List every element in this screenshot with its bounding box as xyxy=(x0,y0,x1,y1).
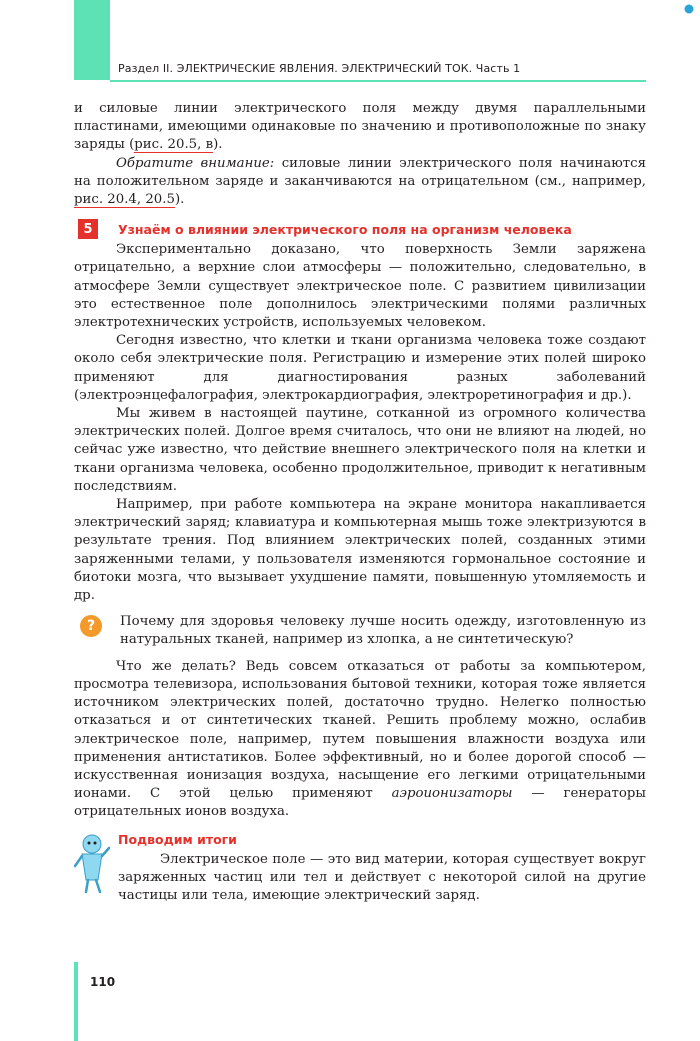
body-paragraph: Что же делать? Ведь совсем отказаться от работы за компьютером, просмотра телевизора, использования бытовой техники, которая тоже является источником электрических полей, достаточно трудно. Нелегко полностью отказаться и от синтетических тканей. Решить проблему можно, ослабив электрическое поле, например, путем повышения влажности воздуха или применения антистатиков. Более эффективный, но и более дорогой способ — искусственная ионизация воздуха, насыщение его легкими отрицательными ионами. С этой целью применяют аэроионизаторы — генераторы отрицательных ионов воздуха. xyxy=(74,658,646,820)
intro-paragraph-1: и силовые линии электрического поля между двумя параллельными пластинами, имеющими одинаковые по значению и противоположные по знаку заряды (рис. 20.5, в). xyxy=(74,101,646,153)
page-body xyxy=(74,100,646,905)
body-paragraph: Экспериментально доказано, что поверхность Земли заряжена отрицательно, а верхние слои атмосферы — положительно, следовательно, в атмосфере Земли существует электрическое поле. С развитием цивилизации это естественное поле дополнилось электрическими полями различных электротехнических устройств, используемых человеком. xyxy=(74,242,646,331)
header-divider xyxy=(110,80,646,82)
question-icon: ? xyxy=(80,615,102,637)
section-heading xyxy=(74,219,646,239)
body-paragraph: Сегодня известно, что клетки и ткани организма человека тоже создают около себя электрические поля. Регистрацию и измерение этих полей широко применяют для диагностирования разных заболеваний (электроэнцефалография, электрокардиография, электроретинография и др.). xyxy=(74,333,646,403)
mascot-icon xyxy=(74,832,110,894)
running-header: Раздел II. ЭЛЕКТРИЧЕСКИЕ ЯВЛЕНИЯ. ЭЛЕКТРИЧЕСКИЙ ТОК. Часть 1 xyxy=(118,62,521,75)
summary-block xyxy=(74,832,646,906)
section-number-badge: 5 xyxy=(78,219,98,239)
header-accent-bar xyxy=(74,0,110,80)
body-paragraph: Мы живем в настоящей паутине, сотканной из огромного количества электрических полей. Долгое время считалось, что они не влияют на людей, но сейчас уже известно, что действие внешнего электрического поля на клетки и ткани организма человека, особенно продолжительное, приводит к негативным последствиям. xyxy=(74,406,646,494)
section-title: Узнаём о влиянии электрического поля на организм человека xyxy=(118,221,572,237)
intro-paragraph-2: Обратите внимание: силовые линии электрического поля начинаются на положительном заряде и заканчиваются на отрицательном (см., например, рис. 20.4, 20.5). xyxy=(74,155,646,208)
summary-title: Подводим итоги xyxy=(118,831,237,847)
figure-ref[interactable]: рис. 20.5, в xyxy=(134,137,214,153)
summary-text: Электрическое поле — это вид материи, которая существует вокруг заряженных частиц или тел и действует с некоторой силой на другие частицы или тела, имеющие электрический заряд. xyxy=(118,851,646,903)
figure-ref[interactable]: рис. 20.4, 20.5 xyxy=(74,192,175,208)
question-block xyxy=(74,613,646,649)
page-number: 110 xyxy=(90,975,116,989)
body-paragraph: Например, при работе компьютера на экране монитора накапливается электрический заряд; клавиатура и компьютерная мышь тоже электризуются в результате трения. Под влиянием электрических полей, созданных этими заряженными телами, у пользователя изменяются гормональное состояние и биотоки мозга, что вызывает ухудшение памяти, повышенную утомляемость и др. xyxy=(74,497,646,604)
question-text: Почему для здоровья человеку лучше носить одежду, изготовленную из натуральных тканей, например из хлопка, а не синтетическую? xyxy=(120,614,646,648)
footer-accent-bar xyxy=(74,962,78,1041)
corner-logo xyxy=(684,4,694,16)
